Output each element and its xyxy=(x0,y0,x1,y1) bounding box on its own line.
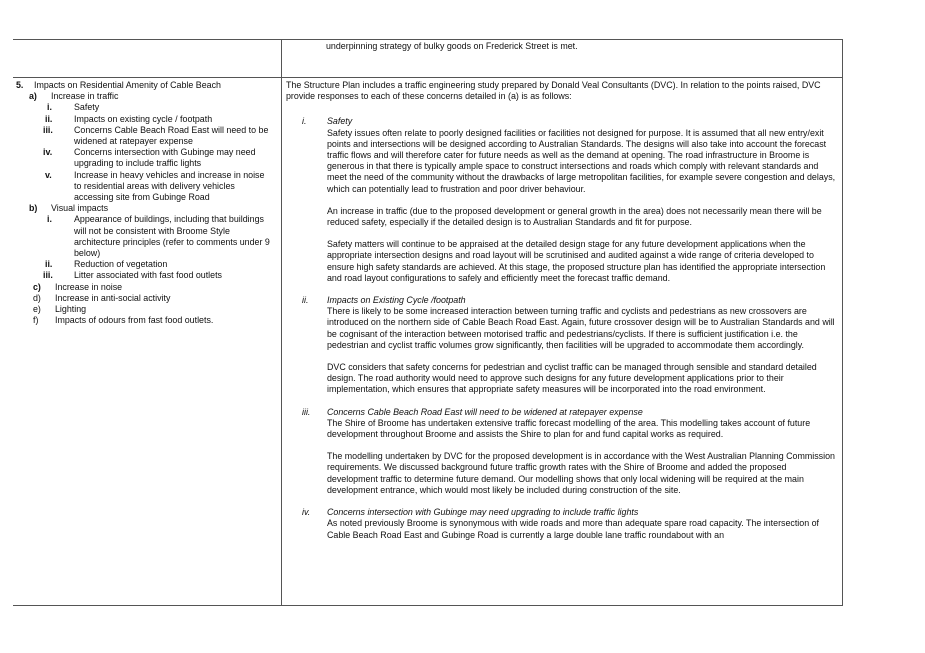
section-number: i. xyxy=(302,116,307,127)
response-section-road-widening xyxy=(286,407,836,496)
section-paragraph: There is likely to be some increased interaction between turning traffic and cyclists and pedestrians as new crossovers are introduced on the northern side of Cable Beach Road East. Again, future crossover design will be to Australian Standards and will be cognisant of the interaction between motorised traffic and pedestrians/cyclists. If there is sufficient justification i.e. the pedestrian and cyclist traffic volumes grow significantly, then facilities will be upgraded to accommodate them accordingly. xyxy=(327,306,835,350)
section-paragraph: The Shire of Broome has undertaken extensive traffic forecast modelling of the area. This modelling takes account of future development throughout Broome and assists the Shire to plan for and fund capital works as required. xyxy=(327,417,811,440)
sub-item-label: v. xyxy=(45,169,52,180)
group-f-text: Impacts of odours from fast food outlets. xyxy=(55,315,214,326)
item-heading xyxy=(16,80,274,91)
response-cell xyxy=(286,80,836,552)
group-d xyxy=(16,293,274,304)
section-paragraph: Safety matters will continue to be appraised at the detailed design stage for any future development applications when the appropriate intersection designs and road layout will be scrutinised and audited against a wide range of criteria developed to ensure high safety standards are achieved. At this stage, the proposed structure plan has identified the appropriate intersection and road layout configurations to safely and efficiently meet the forecast traffic demand. xyxy=(327,239,826,283)
sub-item-label: ii. xyxy=(45,113,53,124)
sub-item-text: Impacts on existing cycle / footpath xyxy=(74,113,213,124)
sub-item xyxy=(16,102,274,113)
table-bottom-border xyxy=(13,605,843,606)
response-section-cycle-footpath xyxy=(286,295,836,396)
sub-item-label: i. xyxy=(47,214,52,225)
sub-item xyxy=(16,214,274,259)
row-divider xyxy=(13,77,843,78)
sub-item-label: iii. xyxy=(43,270,53,281)
sub-item xyxy=(16,270,274,281)
top-row-right-cell xyxy=(326,41,826,52)
sub-item-label: i. xyxy=(47,102,52,113)
section-number: iii. xyxy=(302,406,311,417)
response-section-safety xyxy=(286,116,836,284)
group-d-label: d) xyxy=(33,292,41,303)
section-number: iv. xyxy=(302,507,311,518)
group-c-text: Increase in noise xyxy=(55,281,123,292)
section-paragraph: An increase in traffic (due to the proposed development or general growth in the area) does not necessarily mean there will be reduced safety, especially if the detailed design is to Australian Standards and fit for purpose. xyxy=(327,205,822,228)
group-c-label: c) xyxy=(33,281,41,292)
issue-cell xyxy=(16,80,274,326)
group-e-label: e) xyxy=(33,304,41,315)
group-b xyxy=(16,203,274,214)
section-heading: Impacts on Existing Cycle /footpath xyxy=(327,295,466,306)
column-divider xyxy=(281,39,282,606)
group-c xyxy=(16,282,274,293)
group-b-text: Visual impacts xyxy=(51,203,109,214)
group-a xyxy=(16,91,274,102)
sub-item-label: ii. xyxy=(45,259,53,270)
table-right-border xyxy=(842,39,843,606)
sub-item-text: Increase in heavy vehicles and increase in noise to residential areas with delivery vehicles accessing site from Gubinge Road xyxy=(74,169,265,203)
section-heading: Concerns intersection with Gubinge may need upgrading to include traffic lights xyxy=(327,507,639,518)
section-heading: Safety xyxy=(327,116,353,127)
table-top-border xyxy=(13,39,843,40)
section-paragraph: The modelling undertaken by DVC for the proposed development is in accordance with the West Australian Planning Commission requirements. We discussed background future traffic growth rates with the Shire of Broome and added the proposed development traffic to determine future demand. Our modelling shows that only local widening will be required at the main development entrance, which would most likely be included during construction of the site. xyxy=(327,451,835,495)
section-heading: Concerns Cable Beach Road East will need to be widened at ratepayer expense xyxy=(327,406,643,417)
group-e xyxy=(16,304,274,315)
sub-item xyxy=(16,170,274,204)
sub-item-text: Concerns Cable Beach Road East will need to be widened at ratepayer expense xyxy=(74,124,269,147)
section-number: ii. xyxy=(302,295,309,306)
group-a-text: Increase in traffic xyxy=(51,91,119,102)
section-paragraph: Safety issues often relate to poorly designed facilities or facilities not designed for purpose. It is assumed that all new entry/exit points and intersections will be designed according to Australian Standards. The designs will also take into account the forecast traffic flows and will therefore cater for future needs as well as the demand at opening. The road infrastructure in Broome is generous in that there is typically ample space to construct intersections and roads which comply with relevant standards and meet the need of the community without the drawbacks of large metropolitan facilities, for example severe congestion and delays, which can potentially lead to frustration and poor driver behaviour. xyxy=(327,127,836,194)
sub-item-text: Safety xyxy=(74,102,100,113)
group-e-text: Lighting xyxy=(55,304,87,315)
continued-text: underpinning strategy of bulky goods on Frederick Street is met. xyxy=(326,41,578,51)
item-title: Impacts on Residential Amenity of Cable Beach xyxy=(34,80,221,90)
group-b-label: b) xyxy=(29,203,38,214)
sub-item-label: iv. xyxy=(43,147,53,158)
sub-item-text: Concerns intersection with Gubinge may need upgrading to include traffic lights xyxy=(74,147,256,169)
item-number: 5. xyxy=(16,80,24,90)
sub-item xyxy=(16,125,274,147)
group-f-label: f) xyxy=(33,315,39,326)
group-d-text: Increase in anti-social activity xyxy=(55,292,171,303)
sub-item xyxy=(16,147,274,169)
sub-item-text: Reduction of vegetation xyxy=(74,259,168,270)
section-paragraph: DVC considers that safety concerns for pedestrian and cyclist traffic can be managed through sensible and standard detailed design. The road authority would need to approve such designs for any future development applications prior to their implementation, which ensures that appropriate safety measures will be incorporated into the road environment. xyxy=(327,362,817,395)
sub-item-label: iii. xyxy=(43,124,53,135)
group-a-label: a) xyxy=(29,91,37,102)
sub-item xyxy=(16,259,274,270)
response-section-intersection xyxy=(286,507,836,541)
sub-item-text: Appearance of buildings, including that buildings will not be consistent with Broome Style architecture principles (refer to comments under 9 below) xyxy=(74,214,270,259)
sub-item xyxy=(16,114,274,125)
section-paragraph: As noted previously Broome is synonymous with wide roads and more than adequate spare road capacity. The intersection of Cable Beach Road East and Gubinge Road is currently a large double lane traffic roundabout with an xyxy=(327,518,820,540)
response-intro: The Structure Plan includes a traffic engineering study prepared by Donald Veal Consultants (DVC). In relation to the points raised, DVC provide responses to each of these concerns detailed in (a) is as follows: xyxy=(286,80,821,102)
group-f xyxy=(16,315,274,326)
sub-item-text: Litter associated with fast food outlets xyxy=(74,270,222,281)
